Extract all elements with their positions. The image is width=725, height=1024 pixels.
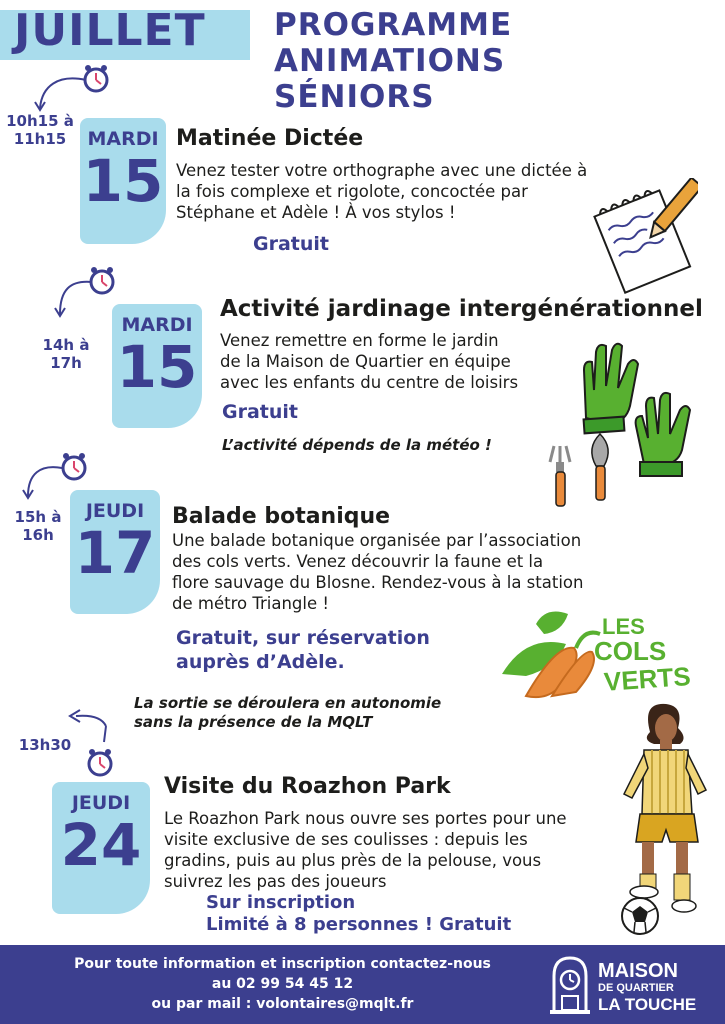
desc-line: de métro Triangle ! [172,594,329,613]
month-label: JUILLET [14,5,206,56]
title-line-3: SÉNIORS [274,79,435,115]
desc-line: Stéphane et Adèle ! À vos stylos ! [176,203,456,222]
event-2-note: L’activité dépends de la météo ! [222,436,492,454]
arrow-clock-icon [28,62,118,118]
partner-logo-text: VERTS [602,660,692,697]
desc-line: avec les enfants du centre de loisirs [220,373,519,392]
desc-line: visite exclusive de ses coulisses : depuis les [164,830,528,849]
time-line: 15h à [14,508,62,526]
time-line: 14h à [42,336,90,354]
event-1-time [4,112,76,148]
desc-line: Une balade botanique organisée par l’association [172,531,582,550]
event-1-date-card [80,118,166,244]
desc-line: suivrez les pas des joueurs [164,872,387,891]
logo-line: DE QUARTIER [598,982,674,994]
price-line: auprès d’Adèle. [176,651,345,673]
desc-line: la fois complexe et rigolote, concoctée par [176,182,528,201]
event-3-title: Balade botanique [172,504,391,529]
event-1-price: Gratuit [253,233,329,255]
desc-line: Le Roazhon Park nous ouvre ses portes pour une [164,809,567,828]
les-cols-verts-logo [496,604,702,700]
time-line: 17h [50,354,82,372]
title-line-2: ANIMATIONS [274,43,506,79]
contact-email: ou par mail : volontaires@mqlt.fr [151,996,414,1012]
partner-logo-text: LES [602,614,645,639]
note-line: sans la présence de la MQLT [134,713,373,731]
event-3-time [2,508,74,544]
date-number: 17 [74,519,156,587]
date-number: 24 [60,811,142,879]
event-3-date-card [70,490,160,614]
event-2-title: Activité jardinage intergénérationnel [220,296,703,322]
date-day: JEUDI [71,792,131,814]
partner-logo-text: COLS [594,636,667,666]
date-number: 15 [116,333,198,401]
time-line: 16h [22,526,54,544]
event-4-date-card [52,782,150,914]
time-line: 11h15 [13,130,67,148]
event-3-price [176,626,430,674]
desc-line: Venez tester votre orthographe avec une dictée à [176,161,588,180]
contact-phone: au 02 99 54 45 12 [211,976,354,992]
event-2-date-card [112,304,202,428]
price-line: Sur inscription [206,892,356,913]
event-4-price [206,892,511,936]
event-3-note [134,694,441,732]
event-4-time [14,736,76,754]
maison-de-quartier-logo-text [598,960,696,1014]
gardening-gloves-tools-icon [540,330,712,512]
football-player-icon [614,698,710,938]
logo-line: MAISON [598,960,678,982]
price-line: Limité à 8 personnes ! Gratuit [206,914,512,935]
event-1-title: Matinée Dictée [176,126,364,151]
title-line-1: PROGRAMME [274,7,513,43]
event-3-description [172,530,662,614]
desc-line: flore sauvage du Blosne. Rendez-vous à la station [172,573,584,592]
time-line: 13h30 [18,736,72,754]
footer-contact [40,954,525,1014]
desc-line: gradins, puis au plus près de la pelouse, vous [164,851,542,870]
note-line: La sortie se déroulera en autonomie [134,694,442,712]
desc-line: de la Maison de Quartier en équipe [220,352,511,371]
event-2-time [30,336,102,372]
date-day: JEUDI [85,500,145,522]
event-4-title: Visite du Roazhon Park [164,774,451,799]
date-day: MARDI [87,128,159,150]
desc-line: des cols verts. Venez découvrir la faune et la [172,552,544,571]
time-line: 10h15 à [6,112,74,130]
contact-line: Pour toute information et inscription contactez-nous [74,956,491,972]
logo-line: LA TOUCHE [598,995,697,1014]
date-number: 15 [82,147,164,215]
desc-line: Venez remettre en forme le jardin [220,331,499,350]
price-line: Gratuit, sur réservation [176,627,430,649]
maison-de-quartier-logo-icon [546,952,594,1016]
date-day: MARDI [121,314,193,336]
event-2-price: Gratuit [222,401,298,423]
notepad-pencil-icon [588,178,698,296]
event-4-description [164,808,624,892]
